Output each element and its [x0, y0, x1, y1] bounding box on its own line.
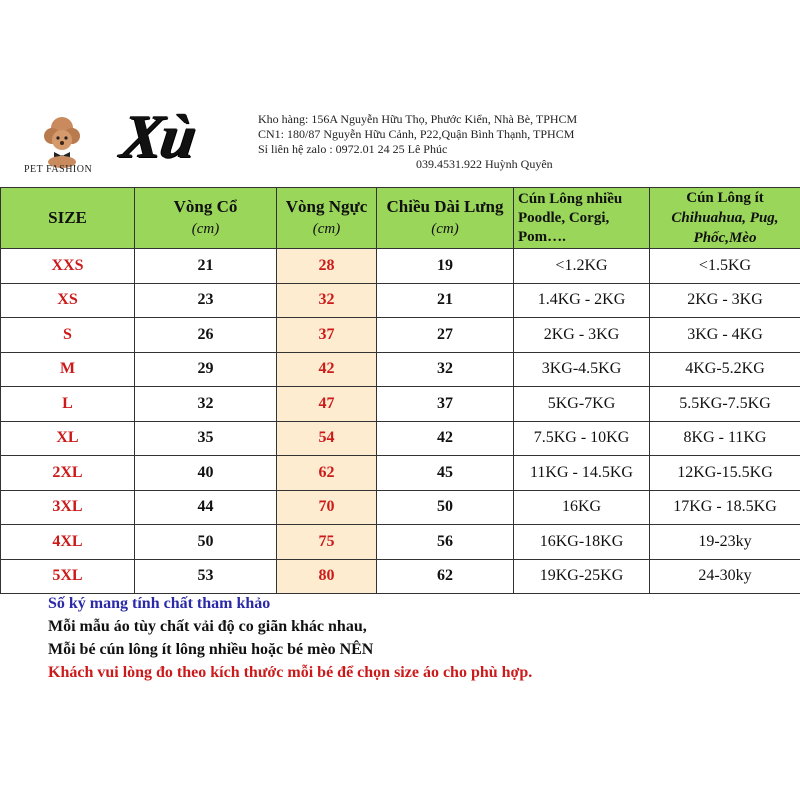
cell-neck: 50 [135, 525, 277, 560]
cell-long-hair-weight: 19KG-25KG [514, 559, 650, 594]
cell-size: S [1, 318, 135, 353]
cell-neck: 40 [135, 456, 277, 491]
header-chest-label: Vòng Ngực [285, 197, 368, 216]
brand-tagline: PET FASHION [24, 164, 93, 175]
contact-phone-2: 039.4531.922 Huỳnh Quyên [416, 157, 553, 171]
cell-chest: 62 [277, 456, 377, 491]
header [0, 0, 800, 188]
cell-neck: 29 [135, 352, 277, 387]
cell-chest: 42 [277, 352, 377, 387]
cell-length: 32 [377, 352, 514, 387]
table-row [1, 559, 800, 594]
table-row [1, 283, 800, 318]
cell-short-hair-weight: 24-30ky [650, 559, 800, 594]
cell-short-hair-weight: 19-23ky [650, 525, 800, 560]
cell-neck: 44 [135, 490, 277, 525]
cell-size: L [1, 387, 135, 422]
header-short-hair-breeds-2: Phốc,Mèo [693, 230, 757, 246]
cell-chest: 80 [277, 559, 377, 594]
cell-short-hair-weight: 5.5KG-7.5KG [650, 387, 800, 422]
cell-long-hair-weight: 11KG - 14.5KG [514, 456, 650, 491]
header-long-hair-title: Cún Lông nhiều [518, 190, 623, 207]
cell-length: 45 [377, 456, 514, 491]
cell-length: 37 [377, 387, 514, 422]
note-measure: Khách vui lòng đo theo kích thước mỗi bé để chọn size áo cho phù hợp. [48, 664, 533, 681]
cell-chest: 54 [277, 421, 377, 456]
cell-size: 3XL [1, 490, 135, 525]
table-row [1, 490, 800, 525]
cell-chest: 70 [277, 490, 377, 525]
brand-logo [22, 103, 242, 182]
cell-size: M [1, 352, 135, 387]
header-length-unit: (cm) [431, 221, 459, 237]
cell-short-hair-weight: 17KG - 18.5KG [650, 490, 800, 525]
cell-size: XXS [1, 249, 135, 284]
header-size: SIZE [1, 188, 135, 249]
table-row [1, 249, 800, 284]
cell-chest: 28 [277, 249, 377, 284]
cell-short-hair-weight: 3KG - 4KG [650, 318, 800, 353]
cell-chest: 37 [277, 318, 377, 353]
header-short-hair [650, 188, 800, 249]
cell-short-hair-weight: 2KG - 3KG [650, 283, 800, 318]
header-long-hair [514, 188, 650, 249]
poodle-icon [32, 112, 92, 168]
cell-length: 50 [377, 490, 514, 525]
cell-long-hair-weight: 1.4KG - 2KG [514, 283, 650, 318]
table-row [1, 456, 800, 491]
header-short-hair-title: Cún Lông ít [686, 190, 764, 206]
cell-long-hair-weight: 3KG-4.5KG [514, 352, 650, 387]
cell-short-hair-weight: <1.5KG [650, 249, 800, 284]
header-length [377, 188, 514, 249]
header-short-hair-breeds-1: Chihuahua, Pug, [671, 210, 779, 226]
cell-long-hair-weight: <1.2KG [514, 249, 650, 284]
cell-long-hair-weight: 7.5KG - 10KG [514, 421, 650, 456]
cell-length: 42 [377, 421, 514, 456]
cell-neck: 32 [135, 387, 277, 422]
contact-branch: CN1: 180/87 Nguyễn Hữu Cảnh, P22,Quận Bình Thạnh, TPHCM [258, 127, 575, 141]
cell-chest: 75 [277, 525, 377, 560]
brand-name: Xù [117, 103, 199, 171]
header-long-hair-breeds: Poodle, Corgi, [518, 209, 610, 226]
cell-length: 56 [377, 525, 514, 560]
cell-size: 4XL [1, 525, 135, 560]
cell-long-hair-weight: 2KG - 3KG [514, 318, 650, 353]
table-row [1, 387, 800, 422]
header-long-hair-more: Pom…. [518, 228, 566, 245]
cell-neck: 26 [135, 318, 277, 353]
cell-size: XS [1, 283, 135, 318]
header-length-label: Chiều Dài Lưng [386, 197, 504, 216]
cell-long-hair-weight: 5KG-7KG [514, 387, 650, 422]
note-fabric: Mỗi mẫu áo tùy chất vải độ co giãn khác nhau, [48, 618, 367, 635]
size-chart-table [0, 187, 800, 594]
cell-size: 2XL [1, 456, 135, 491]
header-neck-label: Vòng Cổ [173, 197, 238, 216]
cell-neck: 21 [135, 249, 277, 284]
cell-length: 27 [377, 318, 514, 353]
table-row [1, 421, 800, 456]
header-chest [277, 188, 377, 249]
cell-short-hair-weight: 8KG - 11KG [650, 421, 800, 456]
note-hair: Mỗi bé cún lông ít lông nhiều hoặc bé mèo NÊN [48, 641, 374, 658]
table-header-row [1, 188, 800, 249]
cell-neck: 23 [135, 283, 277, 318]
header-neck [135, 188, 277, 249]
table-row [1, 352, 800, 387]
cell-length: 21 [377, 283, 514, 318]
cell-length: 19 [377, 249, 514, 284]
table-row [1, 318, 800, 353]
cell-size: 5XL [1, 559, 135, 594]
header-neck-unit: (cm) [191, 221, 220, 237]
contact-wholesale: Sỉ liên hệ zalo : 0972.01 24 25 Lê Phúc [258, 142, 448, 156]
cell-long-hair-weight: 16KG [514, 490, 650, 525]
contact-warehouse: Kho hàng: 156A Nguyễn Hữu Thọ, Phước Kiển, Nhà Bè, TPHCM [258, 112, 578, 126]
table-row [1, 525, 800, 560]
contact-info [258, 112, 577, 172]
cell-long-hair-weight: 16KG-18KG [514, 525, 650, 560]
cell-neck: 35 [135, 421, 277, 456]
cell-short-hair-weight: 4KG-5.2KG [650, 352, 800, 387]
cell-neck: 53 [135, 559, 277, 594]
cell-chest: 47 [277, 387, 377, 422]
cell-chest: 32 [277, 283, 377, 318]
note-reference: Số ký mang tính chất tham khảo [48, 595, 271, 612]
cell-size: XL [1, 421, 135, 456]
cell-short-hair-weight: 12KG-15.5KG [650, 456, 800, 491]
cell-length: 62 [377, 559, 514, 594]
header-chest-unit: (cm) [312, 221, 341, 237]
notes [48, 592, 532, 684]
